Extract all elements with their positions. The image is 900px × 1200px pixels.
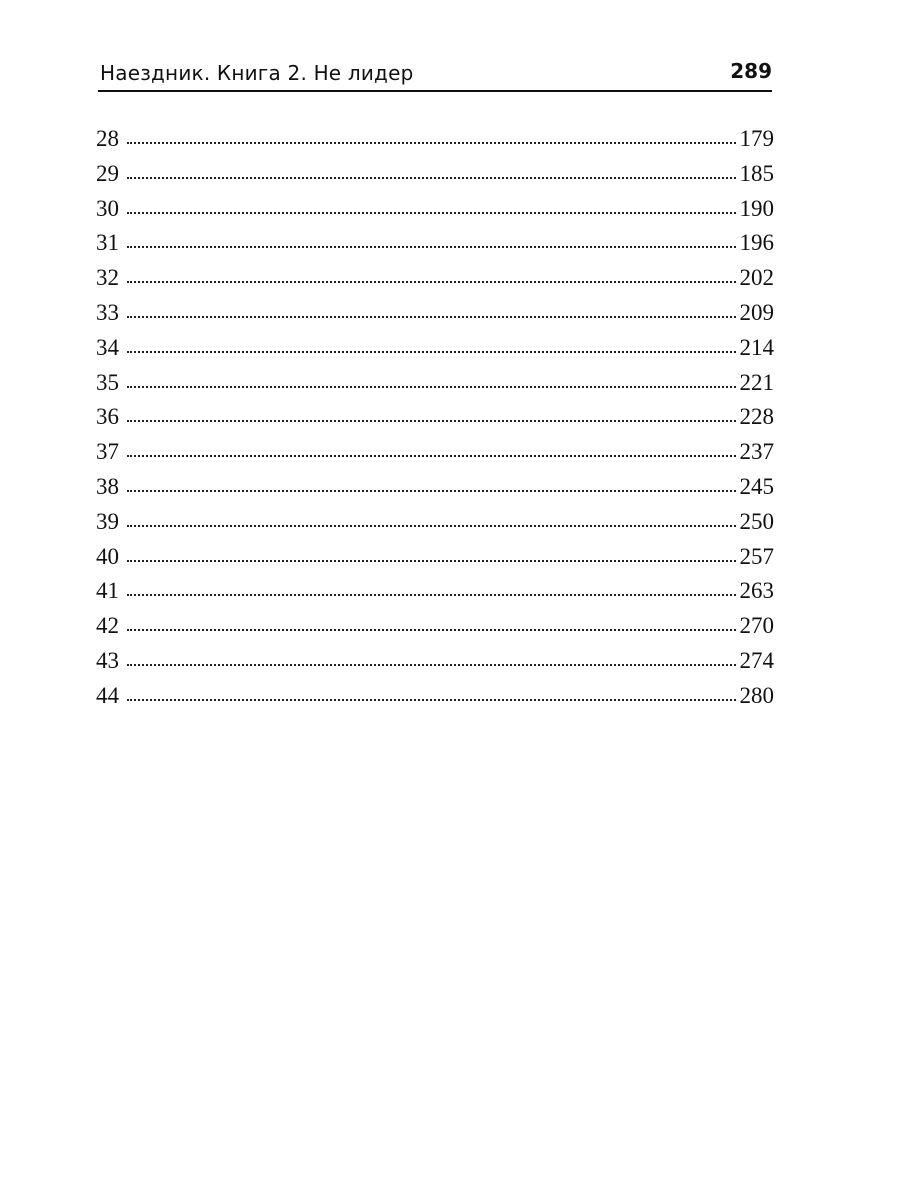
chapter-number: 37 xyxy=(96,439,119,465)
chapter-page: 280 xyxy=(739,682,774,708)
dot-leader xyxy=(127,315,736,318)
chapter-number: 38 xyxy=(96,473,119,499)
page-number: 289 xyxy=(730,59,772,83)
toc-entry xyxy=(96,261,774,296)
dot-leader xyxy=(127,524,736,527)
chapter-page: 270 xyxy=(739,613,774,639)
chapter-page: 228 xyxy=(739,404,774,430)
dot-leader xyxy=(127,698,736,701)
dot-leader xyxy=(127,489,736,492)
toc-entry xyxy=(96,505,774,540)
dot-leader xyxy=(127,593,736,596)
dot-leader xyxy=(127,176,736,179)
dot-leader xyxy=(127,350,736,353)
toc-entry xyxy=(96,435,774,470)
chapter-page: 237 xyxy=(739,439,774,465)
chapter-page: 179 xyxy=(739,126,774,151)
dot-leader xyxy=(127,559,736,562)
toc-entry xyxy=(96,574,774,609)
toc-entry xyxy=(96,540,774,575)
chapter-number: 32 xyxy=(96,265,119,291)
chapter-page: 221 xyxy=(739,369,774,395)
chapter-number: 43 xyxy=(96,647,119,673)
toc-entry xyxy=(96,470,774,505)
chapter-number: 40 xyxy=(96,543,119,569)
toc-entry xyxy=(96,122,774,157)
chapter-number: 41 xyxy=(96,578,119,604)
dot-leader xyxy=(127,245,736,248)
chapter-page: 190 xyxy=(739,195,774,221)
chapter-number: 36 xyxy=(96,404,119,430)
chapter-page: 274 xyxy=(739,647,774,673)
toc-entry xyxy=(96,226,774,261)
chapter-number: 34 xyxy=(96,334,119,360)
chapter-number: 39 xyxy=(96,508,119,534)
toc-entry xyxy=(96,644,774,679)
toc-entry xyxy=(96,157,774,192)
chapter-number: 35 xyxy=(96,369,119,395)
running-head xyxy=(98,58,772,92)
chapter-page: 209 xyxy=(739,299,774,325)
dot-leader xyxy=(127,211,736,214)
chapter-number: 28 xyxy=(96,126,119,151)
chapter-page: 202 xyxy=(739,265,774,291)
dot-leader xyxy=(127,141,736,144)
dot-leader xyxy=(127,419,736,422)
chapter-number: 31 xyxy=(96,230,119,256)
toc-entry xyxy=(96,192,774,227)
chapter-number: 44 xyxy=(96,682,119,708)
dot-leader xyxy=(127,628,736,631)
toc-entry xyxy=(96,331,774,366)
chapter-number: 42 xyxy=(96,613,119,639)
toc-entry xyxy=(96,679,774,714)
chapter-page: 263 xyxy=(739,578,774,604)
toc-entry xyxy=(96,609,774,644)
chapter-page: 250 xyxy=(739,508,774,534)
toc-entry xyxy=(96,400,774,435)
table-of-contents xyxy=(96,122,774,714)
chapter-page: 214 xyxy=(739,334,774,360)
chapter-page: 185 xyxy=(739,160,774,186)
dot-leader xyxy=(127,385,736,388)
dot-leader xyxy=(127,280,736,283)
dot-leader xyxy=(127,454,736,457)
toc-entry xyxy=(96,296,774,331)
chapter-number: 30 xyxy=(96,195,119,221)
chapter-page: 257 xyxy=(739,543,774,569)
chapter-number: 29 xyxy=(96,160,119,186)
chapter-page: 196 xyxy=(739,230,774,256)
toc-entry xyxy=(96,366,774,401)
chapter-page: 245 xyxy=(739,473,774,499)
dot-leader xyxy=(127,663,736,666)
chapter-number: 33 xyxy=(96,299,119,325)
book-title: Наездник. Книга 2. Не лидер xyxy=(100,61,414,85)
